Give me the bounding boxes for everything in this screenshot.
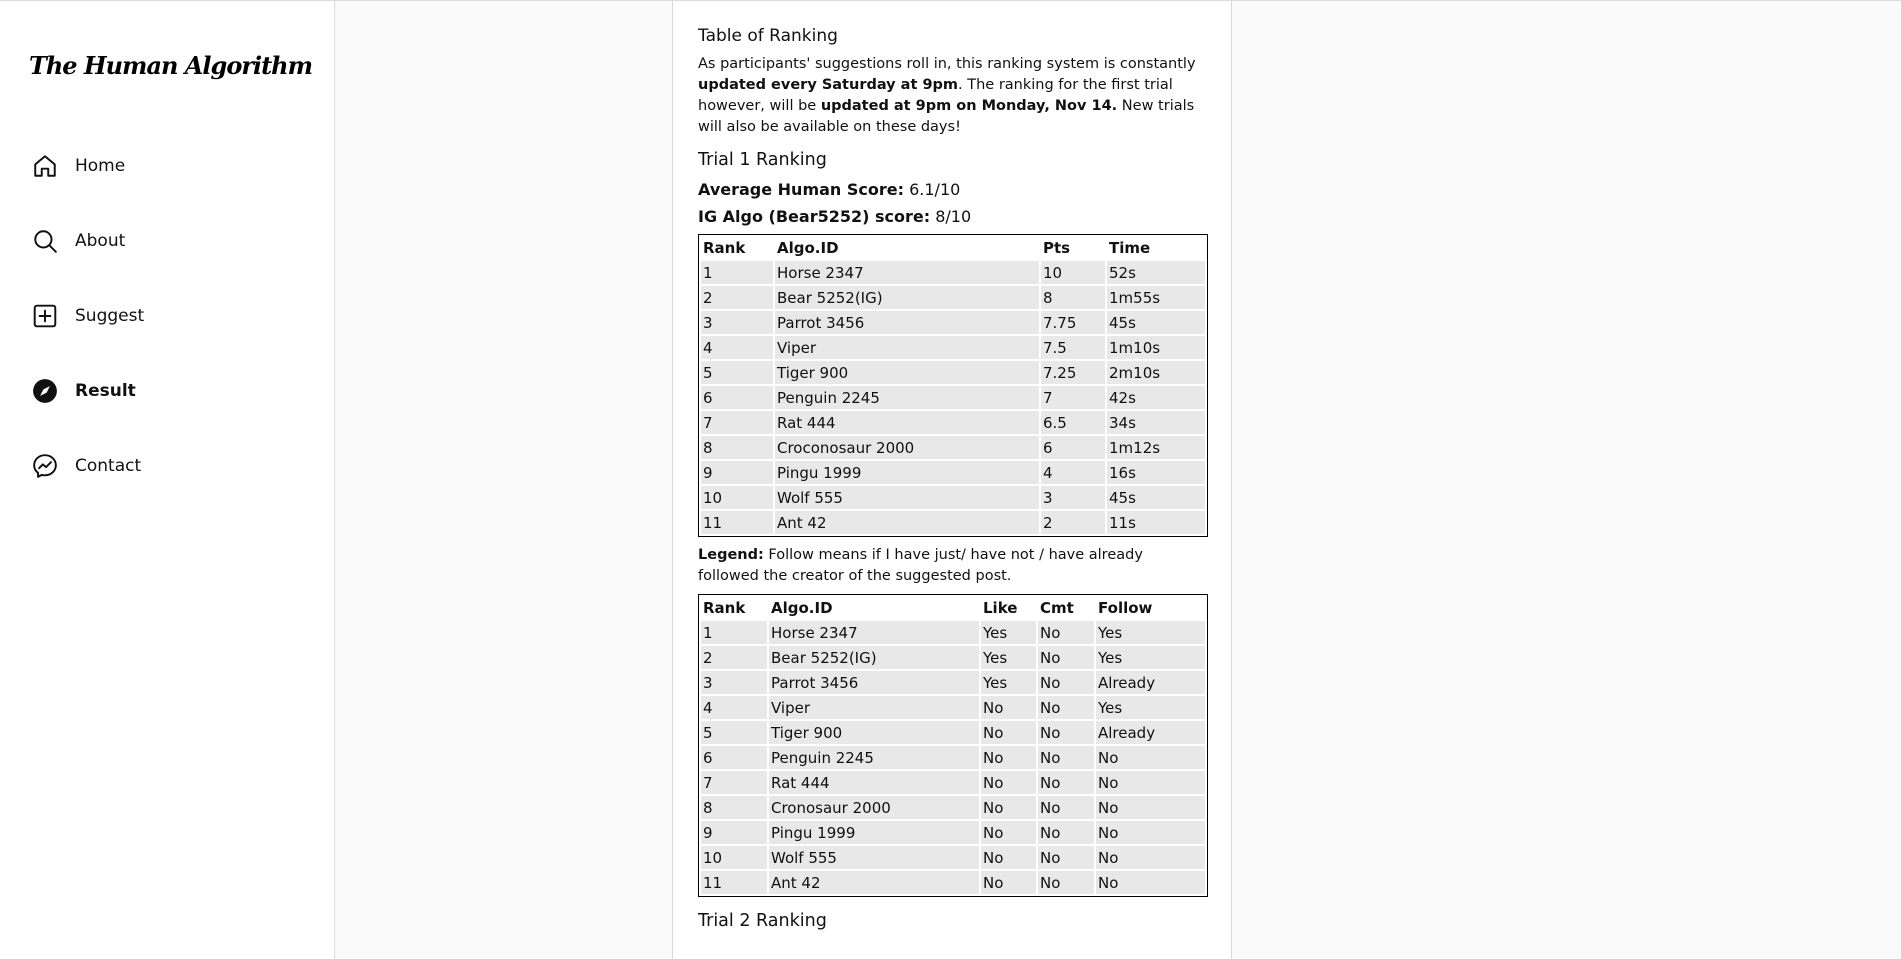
cell-follow: Yes [1096,621,1205,644]
plus-square-icon [30,301,60,331]
cell-cmt: No [1038,696,1094,719]
cell-rank: 10 [701,486,773,509]
table-row [701,621,1205,644]
cell-rank: 10 [701,846,767,869]
cell-cmt: No [1038,671,1094,694]
col-header-algo-id: Algo.ID [775,237,1039,259]
site-logo[interactable]: The Human Algorithm [29,51,313,80]
trial1-engagement-table [698,594,1208,897]
cell-algo-id: Bear 5252(IG) [775,286,1039,309]
nav-item-result[interactable] [30,371,290,411]
cell-follow: No [1096,746,1205,769]
cell-pts: 7.5 [1041,336,1105,359]
cell-follow: Already [1096,721,1205,744]
cell-rank: 8 [701,796,767,819]
trial1-ranking-table [698,234,1208,537]
cell-like: No [981,846,1036,869]
cell-follow: Yes [1096,696,1205,719]
main-content [672,1,1232,959]
cell-cmt: No [1038,871,1094,894]
cell-algo-id: Parrot 3456 [775,311,1039,334]
table-row [701,436,1205,459]
cell-time: 16s [1107,461,1205,484]
cell-algo-id: Croconosaur 2000 [775,436,1039,459]
col-header-pts: Pts [1041,237,1105,259]
compass-icon [30,376,60,406]
col-header-rank: Rank [701,597,767,619]
cell-time: 45s [1107,311,1205,334]
cell-algo-id: Wolf 555 [769,846,979,869]
cell-pts: 6 [1041,436,1105,459]
cell-follow: No [1096,846,1205,869]
home-icon [30,151,60,181]
nav-label-contact: Contact [75,456,142,476]
cell-cmt: No [1038,846,1094,869]
cell-like: Yes [981,621,1036,644]
nav-item-about[interactable] [30,221,290,261]
cell-pts: 7.25 [1041,361,1105,384]
cell-time: 45s [1107,486,1205,509]
cell-rank: 1 [701,621,767,644]
nav-label-about: About [75,231,126,251]
nav-item-contact[interactable] [30,446,290,486]
cell-algo-id: Rat 444 [769,771,979,794]
cell-rank: 6 [701,386,773,409]
cell-pts: 7 [1041,386,1105,409]
cell-pts: 3 [1041,486,1105,509]
nav-label-result: Result [75,381,136,401]
messenger-icon [30,451,60,481]
cell-rank: 5 [701,721,767,744]
col-header-algo-id: Algo.ID [769,597,979,619]
cell-cmt: No [1038,746,1094,769]
table-row [701,746,1205,769]
cell-algo-id: Ant 42 [775,511,1039,534]
legend-note: Legend: Follow means if I have just/ have not / have already followed the creator of the suggested post. [698,547,1143,584]
average-human-score: Average Human Score: 6.1/10 [698,180,961,199]
table-row [701,261,1205,284]
cell-like: No [981,796,1036,819]
cell-cmt: No [1038,771,1094,794]
cell-rank: 1 [701,261,773,284]
cell-follow: Already [1096,671,1205,694]
cell-algo-id: Pingu 1999 [775,461,1039,484]
cell-like: Yes [981,671,1036,694]
page-title: Table of Ranking [698,26,838,46]
cell-time: 2m10s [1107,361,1205,384]
cell-algo-id: Ant 42 [769,871,979,894]
cell-time: 52s [1107,261,1205,284]
cell-like: No [981,746,1036,769]
table-header-row [701,237,1205,259]
table-row [701,821,1205,844]
table-row [701,411,1205,434]
cell-pts: 4 [1041,461,1105,484]
cell-algo-id: Penguin 2245 [769,746,979,769]
ig-algo-score: IG Algo (Bear5252) score: 8/10 [698,207,972,226]
col-header-follow: Follow [1096,597,1205,619]
cell-time: 42s [1107,386,1205,409]
table-row [701,671,1205,694]
cell-algo-id: Parrot 3456 [769,671,979,694]
cell-pts: 7.75 [1041,311,1105,334]
cell-rank: 5 [701,361,773,384]
nav-item-home[interactable] [30,146,290,186]
table-row [701,361,1205,384]
cell-like: No [981,696,1036,719]
cell-follow: No [1096,796,1205,819]
cell-rank: 4 [701,336,773,359]
table-row [701,771,1205,794]
cell-like: No [981,821,1036,844]
cell-rank: 3 [701,311,773,334]
cell-time: 11s [1107,511,1205,534]
cell-like: No [981,771,1036,794]
table-row [701,846,1205,869]
cell-algo-id: Tiger 900 [769,721,979,744]
cell-pts: 10 [1041,261,1105,284]
nav-label-suggest: Suggest [75,306,145,326]
cell-pts: 2 [1041,511,1105,534]
cell-cmt: No [1038,821,1094,844]
cell-like: No [981,721,1036,744]
cell-time: 1m12s [1107,436,1205,459]
cell-algo-id: Viper [775,336,1039,359]
trial2-heading: Trial 2 Ranking [698,911,827,931]
cell-algo-id: Viper [769,696,979,719]
cell-rank: 4 [701,696,767,719]
cell-algo-id: Cronosaur 2000 [769,796,979,819]
cell-pts: 6.5 [1041,411,1105,434]
cell-like: Yes [981,646,1036,669]
cell-algo-id: Wolf 555 [775,486,1039,509]
table-row [701,796,1205,819]
col-header-time: Time [1107,237,1205,259]
cell-algo-id: Pingu 1999 [769,821,979,844]
table-row [701,286,1205,309]
cell-follow: Yes [1096,646,1205,669]
cell-algo-id: Tiger 900 [775,361,1039,384]
cell-cmt: No [1038,621,1094,644]
trial1-heading: Trial 1 Ranking [698,150,827,170]
table-row [701,646,1205,669]
search-icon [30,226,60,256]
table-row [701,721,1205,744]
cell-algo-id: Rat 444 [775,411,1039,434]
cell-cmt: No [1038,796,1094,819]
cell-algo-id: Penguin 2245 [775,386,1039,409]
cell-follow: No [1096,771,1205,794]
col-header-like: Like [981,597,1036,619]
cell-rank: 6 [701,746,767,769]
nav-label-home: Home [75,156,126,176]
cell-time: 1m55s [1107,286,1205,309]
cell-algo-id: Horse 2347 [775,261,1039,284]
col-header-cmt: Cmt [1038,597,1094,619]
cell-time: 34s [1107,411,1205,434]
table-row [701,486,1205,509]
table-row [701,696,1205,719]
col-header-rank: Rank [701,237,773,259]
cell-rank: 7 [701,411,773,434]
table-row [701,461,1205,484]
table-header-row [701,597,1205,619]
cell-rank: 9 [701,821,767,844]
cell-cmt: No [1038,646,1094,669]
intro-paragraph: As participants' suggestions roll in, this ranking system is constantly updated every Saturday at 9pm. The ranking for the first trial however, will be updated at 9pm on Monday, Nov 14. New trials will also be available on these days! [698,56,1196,135]
nav-item-suggest[interactable] [30,296,290,336]
table-row [701,511,1205,534]
cell-follow: No [1096,821,1205,844]
cell-rank: 9 [701,461,773,484]
cell-algo-id: Bear 5252(IG) [769,646,979,669]
cell-time: 1m10s [1107,336,1205,359]
table-row [701,386,1205,409]
cell-rank: 11 [701,871,767,894]
cell-rank: 2 [701,286,773,309]
cell-like: No [981,871,1036,894]
cell-rank: 2 [701,646,767,669]
sidebar [0,1,335,959]
table-row [701,311,1205,334]
table-row [701,336,1205,359]
cell-rank: 8 [701,436,773,459]
cell-follow: No [1096,871,1205,894]
table-row [701,871,1205,894]
cell-algo-id: Horse 2347 [769,621,979,644]
cell-pts: 8 [1041,286,1105,309]
cell-rank: 3 [701,671,767,694]
cell-rank: 7 [701,771,767,794]
cell-cmt: No [1038,721,1094,744]
cell-rank: 11 [701,511,773,534]
